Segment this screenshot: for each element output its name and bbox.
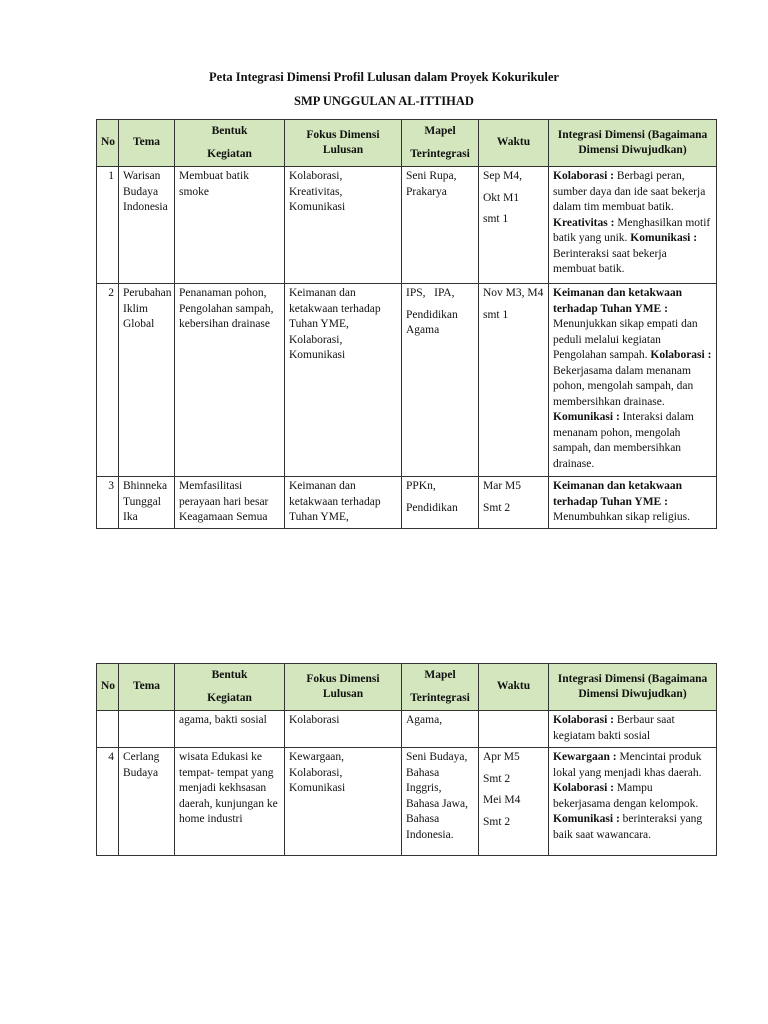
integrasi-label: Komunikasi :: [553, 813, 620, 825]
cell-bentuk: agama, bakti sosial: [175, 711, 285, 748]
integrasi-label: Komunikasi :: [553, 411, 620, 423]
cell-fokus: Kolaborasi: [285, 711, 402, 748]
header-tema: Tema: [119, 120, 175, 167]
header-bentuk-line1: Bentuk: [211, 668, 248, 681]
table-row: [97, 477, 717, 529]
header-waktu: Waktu: [479, 664, 549, 711]
cell-mapel: Agama,: [402, 711, 479, 748]
header-mapel: [402, 120, 479, 167]
cell-no: 1: [97, 167, 119, 284]
integrasi-label: Keimanan dan ketakwaan terhadap Tuhan YME :: [553, 480, 683, 508]
cell-integrasi: [549, 284, 717, 477]
table-row: [97, 711, 717, 748]
integrasi-label: Keimanan dan ketakwaan terhadap Tuhan YME :: [553, 287, 683, 315]
cell-bentuk: Memfasilitasi perayaan hari besar Keagamaan Semua: [175, 477, 285, 529]
table-row: [97, 167, 717, 284]
cell-tema: [119, 711, 175, 748]
cell-tema: Perubahan Iklim Global: [119, 284, 175, 477]
header-mapel-line1: Mapel: [424, 668, 456, 681]
header-bentuk-line2: Kegiatan: [207, 692, 252, 704]
waktu-entry: Smt 2: [483, 501, 511, 514]
cell-fokus: Kolaborasi, Kreativitas, Komunikasi: [285, 167, 402, 284]
integration-table: [96, 119, 717, 529]
cell-mapel: [402, 284, 479, 477]
school-name: SMP UNGGULAN AL-ITTIHAD: [294, 94, 474, 108]
cell-integrasi: [549, 167, 717, 284]
table-header-row: [97, 664, 717, 711]
integrasi-text: berinteraksi yang baik saat wawancara.: [553, 813, 703, 841]
cell-fokus: Keimanan dan ketakwaan terhadap Tuhan YME,: [285, 477, 402, 529]
header-mapel-line1: Mapel: [424, 124, 456, 137]
header-mapel-line2: Terintegrasi: [410, 148, 470, 160]
header-integrasi: Integrasi Dimensi (Bagaimana Dimensi Diwujudkan): [549, 664, 717, 711]
cell-integrasi: [549, 711, 717, 748]
table-row: [97, 748, 717, 856]
integrasi-text: Mencintai produk lokal yang menjadi khas daerah.: [553, 751, 702, 779]
header-mapel: [402, 664, 479, 711]
mapel-entry: IPS, IPA,: [406, 287, 455, 299]
cell-bentuk: wisata Edukasi ke tempat- tempat yang menjadi kekhsasan daerah, kunjungan ke home industri: [175, 748, 285, 856]
cell-integrasi: [549, 477, 717, 529]
cell-waktu: [479, 284, 549, 477]
cell-waktu: [479, 711, 549, 748]
header-mapel-line2: Terintegrasi: [410, 692, 470, 704]
integrasi-text: Berbaur saat kegiatam bakti sosial: [553, 714, 675, 742]
waktu-entry: Apr M5: [483, 751, 520, 763]
header-bentuk-line2: Kegiatan: [207, 148, 252, 160]
integrasi-text: Berbagi peran, sumber daya dan ide saat bekerja dalam tim membuat batik.: [553, 170, 706, 213]
integrasi-text: Menunjukkan sikap empati dan peduli melalui kegiatan Pengolahan sampah.: [553, 318, 698, 361]
integrasi-text: Bekerjasama dalam menanam pohon, mengolah sampah, dan membersihkan drainase.: [553, 364, 694, 408]
header-fokus-dimensi: Fokus Dimensi Lulusan: [285, 120, 402, 167]
cell-tema: Bhinneka Tunggal Ika: [119, 477, 175, 529]
waktu-entry: Mei M4: [483, 794, 521, 806]
cell-mapel: Seni Budaya, Bahasa Inggris, Bahasa Jawa, Bahasa Indonesia.: [402, 748, 479, 856]
mapel-entry: Pendidikan: [406, 501, 458, 514]
cell-waktu: [479, 167, 549, 284]
integrasi-text: Interaksi dalam menanam pohon, mengolah sampah, dan membersihkan drainase.: [553, 411, 694, 470]
waktu-entry: Smt 2: [483, 815, 511, 828]
integrasi-label: Kreativitas :: [553, 216, 615, 229]
integrasi-text: Mampu bekerjasama dengan kelompok.: [553, 782, 699, 810]
cell-no: [97, 711, 119, 748]
cell-tema: Warisan Budaya Indonesia: [119, 167, 175, 284]
cell-fokus: Keimanan dan ketakwaan terhadap Tuhan YME, Kolaborasi, Komunikasi: [285, 284, 402, 477]
cell-tema: Cerlang Budaya: [119, 748, 175, 856]
integrasi-label: Komunikasi :: [630, 232, 698, 244]
header-waktu: Waktu: [479, 120, 549, 167]
integrasi-text: Menghasilkan motif batik yang unik.: [553, 216, 711, 244]
cell-waktu: [479, 748, 549, 856]
waktu-entry: Smt 2: [483, 772, 511, 785]
cell-bentuk: Membuat batik smoke: [175, 167, 285, 284]
header-bentuk-kegiatan: [175, 120, 285, 167]
cell-waktu: [479, 477, 549, 529]
integrasi-text: Menumbuhkan sikap religius.: [553, 511, 691, 523]
integrasi-text: Berinteraksi saat bekerja membuat batik.: [553, 247, 667, 275]
integrasi-label: Kolaborasi :: [553, 782, 615, 794]
waktu-entry: Okt M1: [483, 191, 520, 204]
waktu-entry: smt 1: [483, 213, 509, 225]
header-tema: Tema: [119, 664, 175, 711]
waktu-entry: Nov M3, M4: [483, 287, 544, 299]
integrasi-label: Kolaborasi :: [650, 349, 712, 361]
cell-mapel: Seni Rupa, Prakarya: [402, 167, 479, 284]
waktu-entry: Sep M4,: [483, 170, 522, 182]
header-bentuk-kegiatan: [175, 664, 285, 711]
cell-integrasi: [549, 748, 717, 856]
cell-no: 3: [97, 477, 119, 529]
mapel-entry: PPKn,: [406, 480, 436, 492]
waktu-entry: Mar M5: [483, 480, 522, 492]
cell-no: 2: [97, 284, 119, 477]
cell-fokus: Kewargaan, Kolaborasi, Komunikasi: [285, 748, 402, 856]
table-header-row: [97, 120, 717, 167]
document-title: Peta Integrasi Dimensi Profil Lulusan dalam Proyek Kokurikuler: [209, 70, 559, 84]
header-integrasi: Integrasi Dimensi (Bagaimana Dimensi Diwujudkan): [549, 120, 717, 167]
integration-table-continued: [96, 663, 717, 856]
header-fokus-dimensi: Fokus Dimensi Lulusan: [285, 664, 402, 711]
integrasi-label: Kolaborasi :: [553, 170, 615, 182]
mapel-entry: Pendidikan Agama: [406, 308, 458, 336]
waktu-entry: smt 1: [483, 308, 509, 321]
cell-bentuk: Penanaman pohon, Pengolahan sampah, kebersihan drainase: [175, 284, 285, 477]
header-no: No: [97, 120, 119, 167]
integrasi-label: Kewargaan :: [553, 751, 617, 763]
header-no: No: [97, 664, 119, 711]
table-row: [97, 284, 717, 477]
integrasi-label: Kolaborasi :: [553, 714, 615, 726]
header-bentuk-line1: Bentuk: [211, 124, 248, 137]
cell-mapel: [402, 477, 479, 529]
cell-no: 4: [97, 748, 119, 856]
